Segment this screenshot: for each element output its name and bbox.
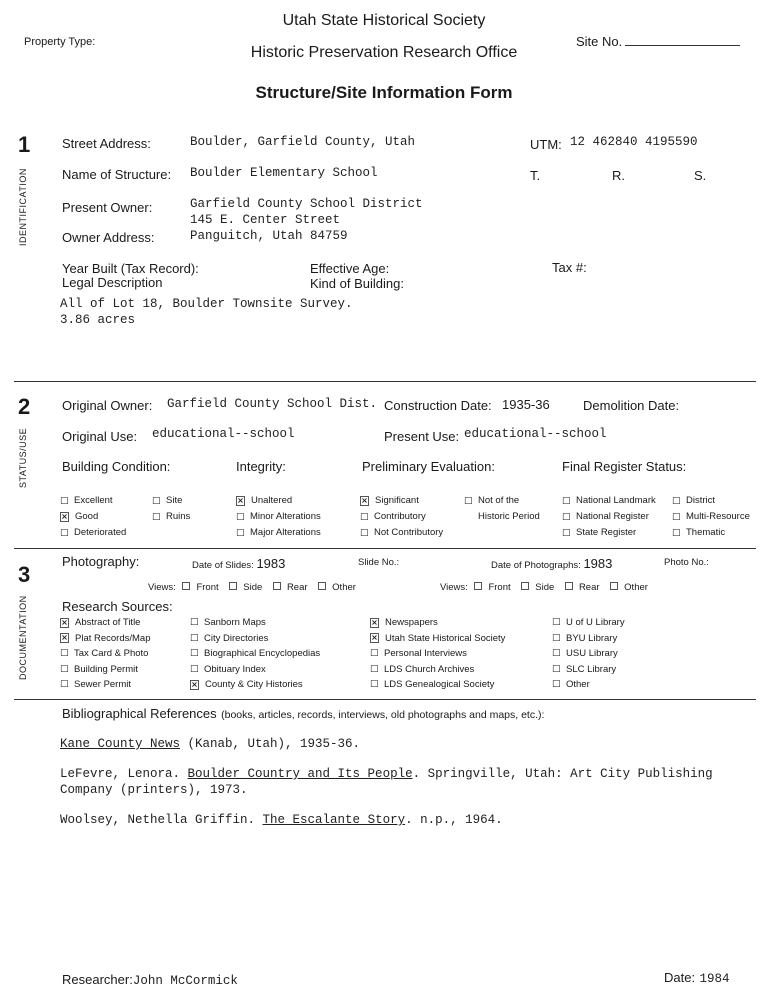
owner-address-label: Owner Address: xyxy=(62,230,155,245)
src-newspapers-option[interactable]: × Newspapers xyxy=(371,617,438,628)
integrity-major-option[interactable]: □ Major Alterations xyxy=(236,525,321,541)
src-abstract-checkbox[interactable]: × xyxy=(61,617,68,627)
preliminary-evaluation-label: Preliminary Evaluation: xyxy=(362,459,495,474)
src-newspapers-checkbox[interactable]: × xyxy=(371,617,378,627)
street-address-value: Boulder, Garfield County, Utah xyxy=(190,135,416,149)
condition-site-option[interactable]: □ Site xyxy=(152,493,190,509)
building-type-options xyxy=(152,493,190,525)
src-sanborn-checkbox[interactable]: □ xyxy=(190,617,199,627)
src-lds-archives-checkbox[interactable]: □ xyxy=(370,663,379,674)
original-owner-value: Garfield County School Dist. xyxy=(167,397,378,411)
owner-line-1: Garfield County School District xyxy=(190,197,423,211)
photo-view-front-checkbox[interactable] xyxy=(474,582,482,590)
condition-deteriorated-option[interactable]: □ Deteriorated xyxy=(60,525,126,541)
prelim-not-contributory-option[interactable]: □ Not Contributory xyxy=(360,525,443,541)
effective-age-label: Effective Age: xyxy=(310,261,390,276)
date-of-slides-value: 1983 xyxy=(256,556,286,571)
src-lds-genealogical-checkbox[interactable]: □ xyxy=(370,679,379,689)
final-national-register-checkbox[interactable]: □ xyxy=(562,512,571,522)
prelim-contributory-option[interactable]: □ Contributory xyxy=(360,509,443,525)
prelim-significant-checkbox[interactable]: × xyxy=(361,496,368,505)
research-col-1 xyxy=(60,615,151,693)
src-usu-checkbox[interactable]: □ xyxy=(552,648,561,658)
photo-view-rear-checkbox[interactable] xyxy=(565,582,573,590)
src-lds-genealogical-option[interactable]: □ LDS Genealogical Society xyxy=(370,677,505,693)
src-ushs-checkbox[interactable]: × xyxy=(371,633,378,643)
src-plat-checkbox[interactable]: × xyxy=(61,633,68,643)
kind-of-building-label: Kind of Building: xyxy=(310,276,404,291)
src-slc-option[interactable]: □ SLC Library xyxy=(552,662,625,678)
researcher-field xyxy=(62,971,238,989)
condition-good-option[interactable]: × Good xyxy=(61,511,99,522)
year-built-label: Year Built (Tax Record): xyxy=(62,261,199,276)
final-national-landmark-option[interactable]: □ National Landmark xyxy=(562,493,656,509)
demolition-date-label: Demolition Date: xyxy=(583,398,680,413)
divider-2 xyxy=(14,548,756,549)
final-register-type-options xyxy=(672,493,750,541)
reference-2: LeFevre, Lenora. Boulder Country and Its People. Springville, Utah: Art City Publishing xyxy=(60,767,713,781)
condition-site-checkbox[interactable]: □ xyxy=(152,496,161,506)
reference-2-title: Boulder Country and Its People xyxy=(187,767,413,781)
divider-1 xyxy=(14,381,756,382)
reference-3: Woolsey, Nethella Griffin. The Escalante Story. n.p., 1964. xyxy=(60,813,503,827)
researcher-value: John McCormick xyxy=(132,974,238,988)
src-obituary-option[interactable]: □ Obituary Index xyxy=(190,662,320,678)
tax-number-label: Tax #: xyxy=(552,260,587,275)
integrity-minor-option[interactable]: □ Minor Alterations xyxy=(236,509,321,525)
condition-good-checkbox[interactable]: × xyxy=(61,512,68,521)
legal-description-label: Legal Description xyxy=(62,275,163,290)
utm-value: 12 462840 4195590 xyxy=(570,135,698,149)
original-use-label: Original Use: xyxy=(62,429,138,444)
src-county-hist-checkbox[interactable]: × xyxy=(191,679,198,689)
src-abstract-option[interactable]: × Abstract of Title xyxy=(61,617,141,628)
condition-excellent-checkbox[interactable]: □ xyxy=(60,496,69,506)
prelim-contributory-checkbox[interactable]: □ xyxy=(360,512,369,522)
divider-3 xyxy=(14,699,756,700)
photo-view-side-checkbox[interactable] xyxy=(521,582,529,590)
src-sewer-permit-option[interactable]: □ Sewer Permit xyxy=(60,677,151,693)
reference-1: Kane County News (Kanab, Utah), 1935-36. xyxy=(60,737,361,751)
src-byu-checkbox[interactable]: □ xyxy=(552,632,561,643)
integrity-unaltered-option[interactable]: × Unaltered xyxy=(237,495,293,506)
final-multi-resource-checkbox[interactable]: □ xyxy=(672,512,681,522)
src-city-dir-checkbox[interactable]: □ xyxy=(190,632,199,643)
bibliographical-references-heading: Bibliographical References (books, articles, records, interviews, old photographs and maps, etc.): xyxy=(62,706,545,721)
src-uofu-option[interactable]: □ U of U Library xyxy=(552,615,625,631)
building-condition-label: Building Condition: xyxy=(62,459,171,474)
section-2-vertical-label: STATUS/USE xyxy=(18,427,28,488)
slide-views: Views: Front Side Rear Other xyxy=(148,582,356,593)
src-county-hist-option[interactable]: × County & City Histories xyxy=(191,679,303,690)
integrity-options xyxy=(236,493,321,541)
structure-name-label: Name of Structure: xyxy=(62,167,172,182)
slide-view-front-checkbox[interactable] xyxy=(182,582,190,590)
condition-deteriorated-checkbox[interactable]: □ xyxy=(60,528,69,538)
src-other-checkbox[interactable]: □ xyxy=(552,679,561,689)
office-name: Historic Preservation Research Office xyxy=(250,44,518,61)
section-1-number: 1 xyxy=(18,132,31,157)
integrity-unaltered-checkbox[interactable]: × xyxy=(237,496,244,505)
src-interviews-option[interactable]: □ Personal Interviews xyxy=(370,646,505,662)
section-3-number: 3 xyxy=(18,562,31,587)
src-plat-option[interactable]: × Plat Records/Map xyxy=(61,632,151,644)
building-condition-options xyxy=(60,493,126,541)
section-1-vertical-label: IDENTIFICATION xyxy=(18,168,28,246)
street-address-label: Street Address: xyxy=(62,136,151,151)
range-label: R. xyxy=(612,168,625,183)
construction-date-value: 1935-36 xyxy=(502,397,550,412)
condition-excellent-option[interactable]: □ Excellent xyxy=(60,493,126,509)
src-byu-option[interactable]: □ BYU Library xyxy=(552,631,625,647)
utm-label: UTM: xyxy=(530,137,562,152)
final-state-register-option[interactable]: □ State Register xyxy=(562,525,656,541)
construction-date-label: Construction Date: xyxy=(384,398,492,413)
condition-ruins-checkbox[interactable]: □ xyxy=(152,512,161,522)
src-ushs-option[interactable]: × Utah State Historical Society xyxy=(371,632,506,644)
src-sanborn-option[interactable]: □ Sanborn Maps xyxy=(190,615,320,631)
research-col-2 xyxy=(190,615,320,693)
prelim-not-of-period-checkbox[interactable]: □ xyxy=(464,496,473,506)
src-other-option[interactable]: □ Other xyxy=(552,677,625,693)
research-col-3 xyxy=(370,615,505,693)
prelim-not-contributory-checkbox[interactable]: □ xyxy=(360,528,369,538)
src-slc-checkbox[interactable]: □ xyxy=(552,663,561,674)
research-col-4 xyxy=(552,615,625,693)
form-title: Structure/Site Information Form xyxy=(255,83,513,102)
final-thematic-option[interactable]: □ Thematic xyxy=(672,525,750,541)
reference-2-line-2: Company (printers), 1973. xyxy=(60,783,248,797)
research-sources-label: Research Sources: xyxy=(62,599,173,614)
final-state-register-checkbox[interactable]: □ xyxy=(562,528,571,538)
src-interviews-checkbox[interactable]: □ xyxy=(370,648,379,658)
site-no-blank xyxy=(625,35,740,46)
condition-ruins-option[interactable]: □ Ruins xyxy=(152,509,190,525)
present-use-label: Present Use: xyxy=(384,429,460,444)
section-label: S. xyxy=(694,168,707,183)
owner-line-3: Panguitch, Utah 84759 xyxy=(190,229,348,243)
date-value: 1984 xyxy=(699,972,730,986)
date-of-slides: Date of Slides: 1983 xyxy=(192,556,286,571)
preliminary-evaluation-options xyxy=(360,493,443,541)
final-district-option[interactable]: □ District xyxy=(672,493,750,509)
src-lds-archives-option[interactable]: □ LDS Church Archives xyxy=(370,662,505,678)
present-use-value: educational--school xyxy=(464,427,607,441)
src-uofu-checkbox[interactable]: □ xyxy=(552,617,561,627)
legal-line-1: All of Lot 18, Boulder Townsite Survey. xyxy=(60,297,353,311)
photo-no-label: Photo No.: xyxy=(664,557,709,568)
final-register-status-label: Final Register Status: xyxy=(562,459,687,474)
src-city-dir-option[interactable]: □ City Directories xyxy=(190,631,320,647)
present-owner-label: Present Owner: xyxy=(62,200,153,215)
src-obituary-checkbox[interactable]: □ xyxy=(190,663,199,674)
owner-line-2: 145 E. Center Street xyxy=(190,213,341,227)
researcher-label: Researcher: xyxy=(62,972,133,987)
site-no-field xyxy=(576,34,740,49)
integrity-minor-checkbox[interactable]: □ xyxy=(236,512,245,522)
org-name: Utah State Historical Society xyxy=(282,12,486,29)
src-bio-enc-option[interactable]: □ Biographical Encyclopedias xyxy=(190,646,320,662)
final-register-options xyxy=(562,493,656,541)
property-type-label: Property Type: xyxy=(24,36,96,48)
photo-view-other-checkbox[interactable] xyxy=(610,582,618,590)
slide-view-rear-checkbox[interactable] xyxy=(273,582,281,590)
prelim-significant-option[interactable]: × Significant xyxy=(361,495,419,506)
slide-no-label: Slide No.: xyxy=(358,557,400,568)
src-taxcard-option[interactable]: □ Tax Card & Photo xyxy=(60,646,151,662)
integrity-major-checkbox[interactable]: □ xyxy=(236,528,245,538)
date-of-photographs: Date of Photographs: 1983 xyxy=(491,556,613,571)
date-field xyxy=(664,969,730,987)
date-label: Date: xyxy=(664,970,696,985)
slide-view-other-checkbox[interactable] xyxy=(318,582,326,590)
original-use-value: educational--school xyxy=(152,427,295,441)
final-national-landmark-checkbox[interactable]: □ xyxy=(562,496,571,506)
final-multi-resource-option[interactable]: □ Multi-Resource xyxy=(672,509,750,525)
src-sewer-permit-checkbox[interactable]: □ xyxy=(60,679,69,689)
photo-views: Views: Front Side Rear Other xyxy=(440,582,648,593)
reference-3-title: The Escalante Story xyxy=(262,813,406,827)
original-owner-label: Original Owner: xyxy=(62,398,153,413)
photography-label: Photography: xyxy=(62,554,140,569)
legal-line-2: 3.86 acres xyxy=(60,313,136,327)
src-usu-option[interactable]: □ USU Library xyxy=(552,646,625,662)
src-taxcard-checkbox[interactable]: □ xyxy=(60,648,69,658)
final-district-checkbox[interactable]: □ xyxy=(672,496,681,506)
prelim-not-of-historic-period-option[interactable]: □ Not of the Historic Period xyxy=(464,495,540,522)
date-of-photographs-value: 1983 xyxy=(583,556,613,571)
src-building-permit-checkbox[interactable]: □ xyxy=(60,663,69,674)
township-label: T. xyxy=(530,168,541,183)
slide-view-side-checkbox[interactable] xyxy=(229,582,237,590)
site-no-label: Site No. xyxy=(576,34,623,49)
src-building-permit-option[interactable]: □ Building Permit xyxy=(60,662,151,678)
final-national-register-option[interactable]: □ National Register xyxy=(562,509,656,525)
src-bio-enc-checkbox[interactable]: □ xyxy=(190,648,199,658)
reference-1-title: Kane County News xyxy=(60,737,181,751)
section-3-vertical-label: DOCUMENTATION xyxy=(18,595,28,680)
final-thematic-checkbox[interactable]: □ xyxy=(672,528,681,538)
section-2-number: 2 xyxy=(18,394,31,419)
structure-name-value: Boulder Elementary School xyxy=(190,166,378,180)
integrity-label: Integrity: xyxy=(236,459,286,474)
